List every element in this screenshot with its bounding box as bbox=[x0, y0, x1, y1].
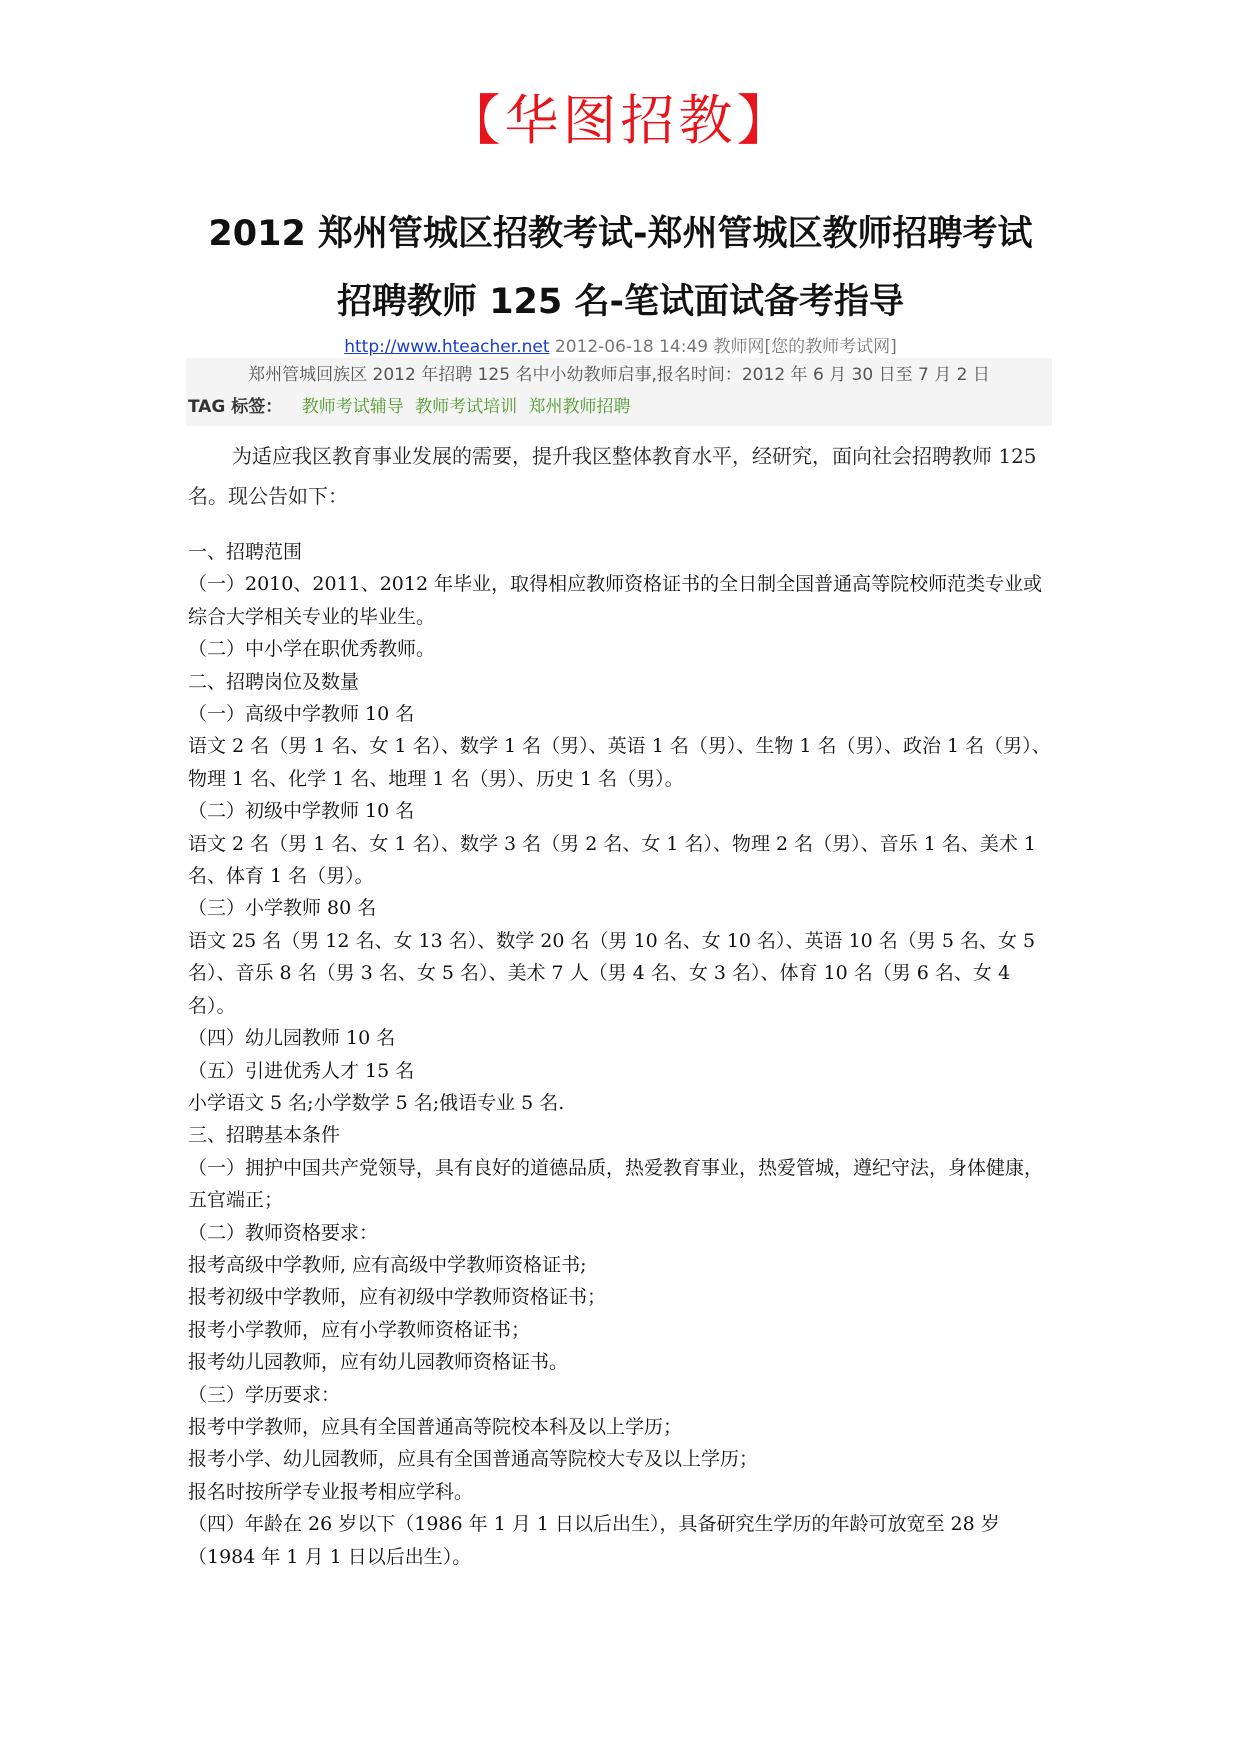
article-title-line-2: 招聘教师 125 名-笔试面试备考指导 bbox=[337, 282, 904, 322]
tag-row bbox=[188, 394, 637, 420]
body-paragraph: 报考小学、幼儿园教师，应具有全国普通高等院校大专及以上学历； bbox=[188, 1448, 759, 1471]
tag-link[interactable]: 郑州教师招聘 bbox=[528, 397, 631, 417]
body-paragraph: 小学语文 5 名;小学数学 5 名;俄语专业 5 名. bbox=[188, 1091, 565, 1114]
source-link[interactable]: http://www.hteacher.net bbox=[344, 337, 550, 357]
source-line bbox=[0, 332, 1241, 357]
body-paragraph: 报名时按所学专业报考相应学科。 bbox=[188, 1480, 474, 1503]
body-paragraph: 语文 2 名（男 1 名、女 1 名）、数学 1 名（男）、英语 1 名（男）、生物 1 名（男）、政治 1 名（男）、物理 1 名、化学 1 名、地理 1 名（男）、历史 1 名（男）。 bbox=[188, 735, 1051, 790]
summary-text: 郑州管城回族区 2012 年招聘 125 名中小幼教师启事,报名时间：2012 年 6 月 30 日至 7 月 2 日 bbox=[248, 365, 990, 385]
body-paragraph: 报考幼儿园教师，应有幼儿园教师资格证书。 bbox=[188, 1351, 569, 1374]
tag-label: TAG 标签： bbox=[188, 397, 283, 417]
body-paragraph: （二）中小学在职优秀教师。 bbox=[188, 638, 436, 661]
body-paragraph: 报考小学教师，应有小学教师资格证书； bbox=[188, 1318, 531, 1341]
body-paragraph: （四）幼儿园教师 10 名 bbox=[188, 1027, 396, 1050]
body-paragraph: 语文 2 名（男 1 名、女 1 名）、数学 3 名（男 2 名、女 1 名）、物理 2 名（男）、音乐 1 名、美术 1 名、体育 1 名（男）。 bbox=[188, 832, 1036, 888]
article-body bbox=[188, 536, 1054, 1573]
body-paragraph: （二）初级中学教师 10 名 bbox=[188, 800, 415, 823]
body-paragraph: （一）2010、2011、2012 年毕业，取得相应教师资格证书的全日制全国普通高等院校师范类专业或综合大学相关专业的毕业生。 bbox=[188, 573, 1043, 628]
body-paragraph: 报考高级中学教师, 应有高级中学教师资格证书; bbox=[188, 1253, 587, 1276]
body-paragraph: （一）拥护中国共产党领导，具有良好的道德品质，热爱教育事业，热爱管城，遵纪守法，身体健康，五官端正； bbox=[188, 1156, 1044, 1212]
body-paragraph: （三）小学教师 80 名 bbox=[188, 897, 377, 920]
body-paragraph: 报考中学教师，应具有全国普通高等院校本科及以上学历； bbox=[188, 1415, 683, 1438]
brand-header: 【华图招教】 bbox=[446, 89, 795, 152]
source-meta: 2012-06-18 14:49 教师网[您的教师考试网] bbox=[549, 337, 897, 357]
body-paragraph: （四）年龄在 26 岁以下（1986 年 1 月 1 日以后出生），具备研究生学历的年龄可放宽至 28 岁（1984 年 1 月 1 日以后出生）。 bbox=[188, 1513, 1000, 1568]
body-paragraph: （三）学历要求： bbox=[188, 1383, 341, 1406]
body-paragraph: （二）教师资格要求： bbox=[188, 1221, 379, 1244]
section-heading: 二、招聘岗位及数量 bbox=[188, 670, 360, 693]
section-heading: 一、招聘范围 bbox=[188, 541, 303, 563]
body-paragraph: 语文 25 名（男 12 名、女 13 名）、数学 20 名（男 10 名、女 10 名）、英语 10 名（男 5 名、女 5 名）、音乐 8 名（男 3 名、女 5 名）、美术 7 人（男 4 名、女 3 名）、体育 10 名（男 6 名、女 4 名）。 bbox=[188, 929, 1036, 1017]
tag-link[interactable]: 教师考试培训 bbox=[415, 397, 518, 417]
article-title-line-1: 2012 郑州管城区招教考试-郑州管城区教师招聘考试 bbox=[208, 214, 1033, 254]
body-paragraph: （一）高级中学教师 10 名 bbox=[188, 703, 415, 726]
body-paragraph: 报考初级中学教师，应有初级中学教师资格证书； bbox=[188, 1286, 607, 1309]
tag-link[interactable]: 教师考试辅导 bbox=[301, 397, 404, 417]
intro-paragraph: 为适应我区教育事业发展的需要，提升我区整体教育水平，经研究，面向社会招聘教师 125 名。现公告如下： bbox=[188, 444, 1037, 508]
section-heading: 三、招聘基本条件 bbox=[188, 1124, 341, 1147]
body-paragraph: （五）引进优秀人才 15 名 bbox=[188, 1059, 415, 1082]
